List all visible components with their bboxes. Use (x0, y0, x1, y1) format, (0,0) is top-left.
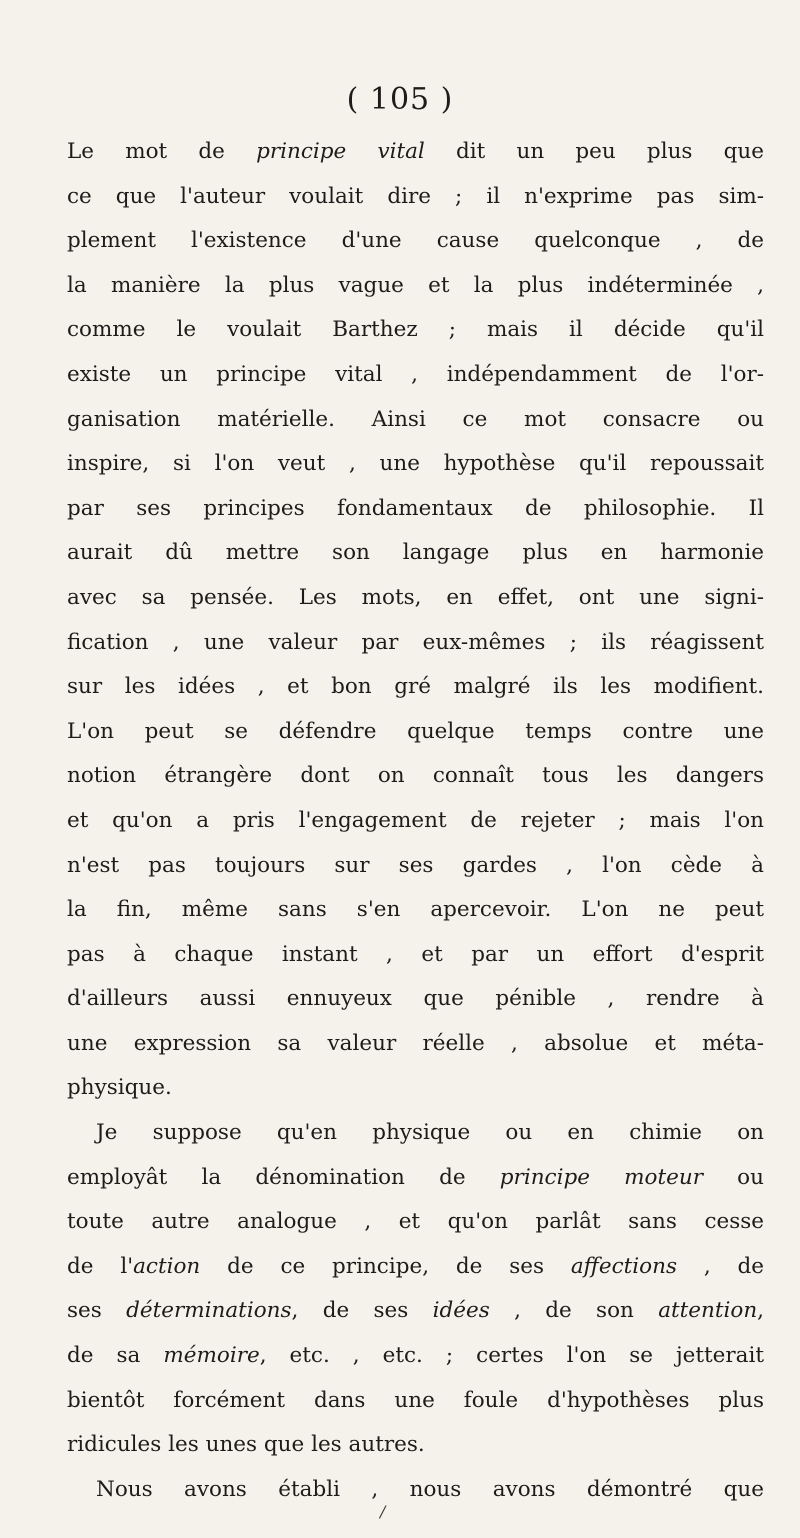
italic-term: affections (570, 1253, 677, 1279)
text-segment: fication , une valeur par eux-mêmes ; ils réagissent (67, 629, 764, 655)
text-segment: pas à chaque instant , et par un effort d'esprit (67, 941, 764, 967)
text-segment: ce que l'auteur voulait dire ; il n'exprime pas sim- (67, 183, 764, 209)
text-segment: bientôt forcément dans une foule d'hypothèses plus (67, 1387, 764, 1413)
text-line (67, 576, 764, 621)
text-line (67, 1423, 764, 1468)
text-segment: Nous avons établi , nous avons démontré que (96, 1476, 764, 1502)
text-segment: , (757, 1298, 764, 1324)
italic-term: déterminations (126, 1298, 292, 1324)
text-line (67, 398, 764, 443)
text-line (67, 219, 764, 264)
text-segment: de sa (67, 1343, 164, 1369)
text-line (67, 1245, 764, 1290)
text-segment: notion étrangère dont on connaît tous les dangers (67, 763, 764, 789)
text-segment: dit un peu plus que (424, 139, 764, 164)
text-segment: une expression sa valeur réelle , absolue et méta- (67, 1030, 764, 1056)
text-line (67, 308, 764, 353)
italic-term: attention (658, 1298, 758, 1324)
text-segment: ridicules les unes que les autres. (67, 1432, 425, 1458)
text-line (67, 487, 764, 532)
text-line (67, 1468, 764, 1513)
text-line (67, 1379, 764, 1424)
italic-term: idées (432, 1298, 490, 1324)
text-line (67, 977, 764, 1022)
text-line (67, 1334, 764, 1379)
italic-term: principe moteur (499, 1164, 703, 1190)
text-segment: toute autre analogue , et qu'on parlât sans cesse (67, 1209, 764, 1235)
text-line (67, 1156, 764, 1201)
text-line (67, 1289, 764, 1334)
text-line (67, 130, 764, 175)
text-segment: employât la dénomination de (67, 1164, 500, 1190)
text-line (67, 799, 764, 844)
text-segment: , de (676, 1253, 764, 1279)
text-line (67, 710, 764, 755)
text-segment: la fin, même sans s'en apercevoir. L'on ne peut (67, 897, 764, 923)
italic-term: principe vital (256, 139, 425, 164)
text-line (67, 844, 764, 889)
body-text (67, 130, 764, 1512)
text-segment: , de ses (291, 1298, 433, 1324)
text-line (67, 1200, 764, 1245)
text-line (67, 175, 764, 220)
text-segment: Le mot de (67, 139, 257, 164)
text-segment: n'est pas toujours sur ses gardes , l'on cède à (67, 852, 764, 878)
text-segment: ou (702, 1164, 764, 1190)
text-line (67, 888, 764, 933)
text-segment: comme le voulait Barthez ; mais il décide qu'il (67, 317, 764, 343)
text-segment: aurait dû mettre son langage plus en harmonie (67, 540, 764, 566)
text-segment: ses (67, 1298, 127, 1324)
italic-term: mémoire (163, 1343, 260, 1369)
text-segment: ganisation matérielle. Ainsi ce mot consacre ou (67, 406, 764, 432)
text-segment: , de son (489, 1298, 659, 1324)
footer-mark: / (380, 1502, 386, 1521)
text-segment: de l' (67, 1253, 134, 1279)
text-segment: , etc. , etc. ; certes l'on se jetterait (259, 1343, 764, 1369)
text-line (67, 353, 764, 398)
text-line (67, 264, 764, 309)
text-segment: de ce principe, de ses (200, 1253, 571, 1279)
text-segment: par ses principes fondamentaux de philosophie. Il (67, 495, 764, 521)
text-segment: avec sa pensée. Les mots, en effet, ont une signi- (67, 584, 764, 610)
text-segment: inspire, si l'on veut , une hypothèse qu'il repoussait (67, 451, 764, 477)
text-line (67, 531, 764, 576)
text-segment: physique. (67, 1075, 172, 1101)
text-line (67, 442, 764, 487)
text-line (67, 665, 764, 710)
text-line (67, 754, 764, 799)
text-segment: Je suppose qu'en physique ou en chimie on (96, 1120, 764, 1146)
text-segment: existe un principe vital , indépendamment de l'or- (67, 361, 764, 387)
italic-term: action (133, 1253, 201, 1279)
text-line (67, 933, 764, 978)
text-line (67, 1022, 764, 1067)
text-segment: d'ailleurs aussi ennuyeux que pénible , rendre à (67, 986, 764, 1012)
text-line (67, 621, 764, 666)
text-segment: sur les idées , et bon gré malgré ils les modifient. (67, 674, 764, 700)
page-number-header: ( 105 ) (346, 82, 454, 117)
text-line (67, 1111, 764, 1156)
text-segment: plement l'existence d'une cause quelconque , de (67, 228, 764, 254)
text-segment: L'on peut se défendre quelque temps contre une (67, 718, 764, 744)
text-segment: la manière la plus vague et la plus indéterminée , (67, 272, 764, 298)
text-segment: et qu'on a pris l'engagement de rejeter ; mais l'on (67, 807, 764, 833)
text-line (67, 1066, 764, 1111)
